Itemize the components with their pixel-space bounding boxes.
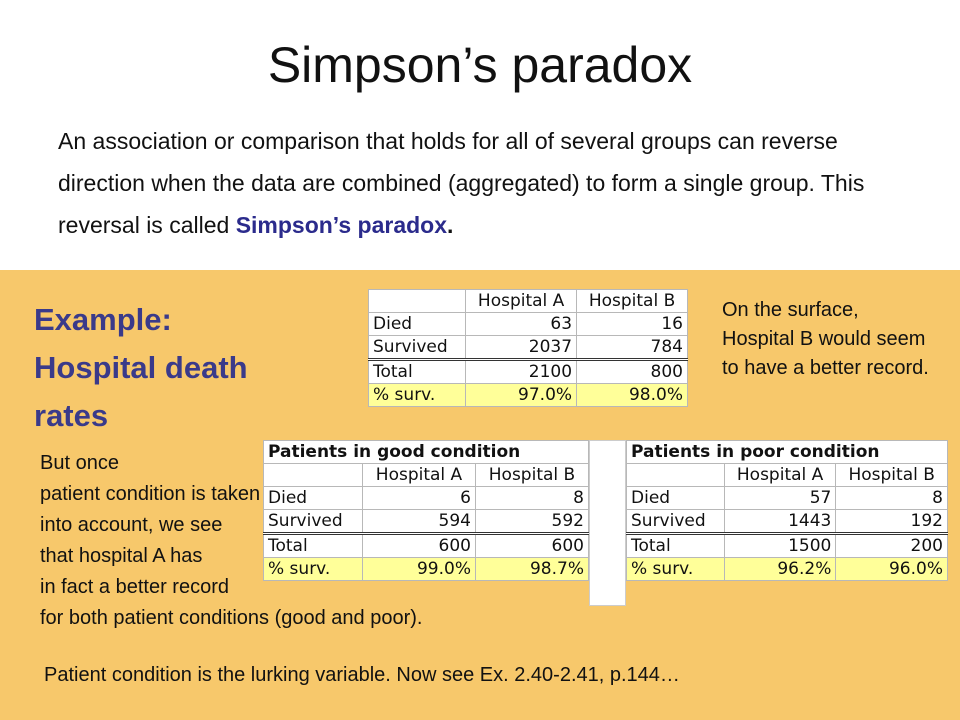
- header-cell: Hospital B: [836, 464, 948, 487]
- explanation-line: in fact a better record: [40, 576, 229, 598]
- table-cell: 97.0%: [466, 384, 577, 407]
- example-heading: [34, 296, 248, 440]
- table-row-survival: [627, 558, 948, 581]
- header-cell: Hospital A: [363, 464, 476, 487]
- table-row-total: [369, 360, 688, 384]
- table-row: [369, 336, 688, 360]
- explanation-line: that hospital A has: [40, 545, 203, 567]
- table-cell: 98.0%: [577, 384, 688, 407]
- table-cell: 16: [577, 313, 688, 336]
- poor-condition-table: [626, 440, 948, 581]
- table-cell: 800: [577, 360, 688, 384]
- lurking-variable-note: Patient condition is the lurking variable. Now see Ex. 2.40-2.41, p.144…: [44, 664, 680, 686]
- row-label: Total: [369, 360, 466, 384]
- table-row: [627, 487, 948, 510]
- row-label: Died: [264, 487, 363, 510]
- table-cell: 63: [466, 313, 577, 336]
- table-header-row: [369, 290, 688, 313]
- table-cell: 98.7%: [475, 558, 588, 581]
- table-cell: 2100: [466, 360, 577, 384]
- row-label: Survived: [264, 510, 363, 534]
- table-cell: 784: [577, 336, 688, 360]
- table-cell: 592: [475, 510, 588, 534]
- simpsons-paradox-term: Simpson’s paradox: [235, 212, 447, 238]
- example-heading-line3: rates: [34, 398, 109, 433]
- example-heading-line1: Example:: [34, 302, 172, 337]
- table-cell: 2037: [466, 336, 577, 360]
- header-cell: Hospital A: [466, 290, 577, 313]
- intro-period: .: [447, 212, 454, 238]
- table-cell: 8: [836, 487, 948, 510]
- explanation-line: for both patient conditions (good and poor).: [40, 607, 423, 629]
- table-cell: 600: [475, 534, 588, 558]
- table-cell: 96.2%: [724, 558, 836, 581]
- table-row: [369, 313, 688, 336]
- row-label: Survived: [627, 510, 725, 534]
- table-caption: Patients in good condition: [264, 441, 589, 464]
- table-row: [627, 510, 948, 534]
- overall-table: [368, 289, 688, 407]
- row-label: Died: [369, 313, 466, 336]
- table-caption-row: [627, 441, 948, 464]
- header-cell: Hospital A: [724, 464, 836, 487]
- row-label: Survived: [369, 336, 466, 360]
- header-cell: Hospital B: [577, 290, 688, 313]
- explanation-body: [40, 448, 600, 634]
- table-cell: 99.0%: [363, 558, 476, 581]
- row-label: Died: [627, 487, 725, 510]
- surface-note: On the surface, Hospital B would seem to have a better record.: [722, 299, 929, 379]
- row-label: Total: [264, 534, 363, 558]
- row-label: % surv.: [369, 384, 466, 407]
- table-cell: 57: [724, 487, 836, 510]
- table-header-row: [627, 464, 948, 487]
- table-cell: 192: [836, 510, 948, 534]
- example-heading-line2: Hospital death: [34, 350, 248, 385]
- table-cell: 8: [475, 487, 588, 510]
- table-cell: 1443: [724, 510, 836, 534]
- header-cell: Hospital B: [475, 464, 588, 487]
- header-cell: [369, 290, 466, 313]
- table-cell: 1500: [724, 534, 836, 558]
- header-cell: [627, 464, 725, 487]
- intro-text: An association or comparison that holds for all of several groups can reverse direction when the data are combined (aggregated) to form a single group. This reversal is called: [58, 128, 865, 238]
- intro-paragraph: [58, 120, 918, 246]
- explanation-text: [40, 448, 600, 634]
- slide-title: Simpson’s paradox: [267, 37, 693, 93]
- explanation-line: patient condition is taken: [40, 483, 261, 505]
- row-label: % surv.: [264, 558, 363, 581]
- table-row-total: [627, 534, 948, 558]
- table-cell: 6: [363, 487, 476, 510]
- table-cell: 600: [363, 534, 476, 558]
- table-cell: 594: [363, 510, 476, 534]
- explanation-line: into account, we see: [40, 514, 223, 536]
- row-label: % surv.: [627, 558, 725, 581]
- table-row-survival: [369, 384, 688, 407]
- table-cell: 200: [836, 534, 948, 558]
- table-cell: 96.0%: [836, 558, 948, 581]
- table-caption: Patients in poor condition: [627, 441, 948, 464]
- row-label: Total: [627, 534, 725, 558]
- explanation-line: But once: [40, 452, 119, 474]
